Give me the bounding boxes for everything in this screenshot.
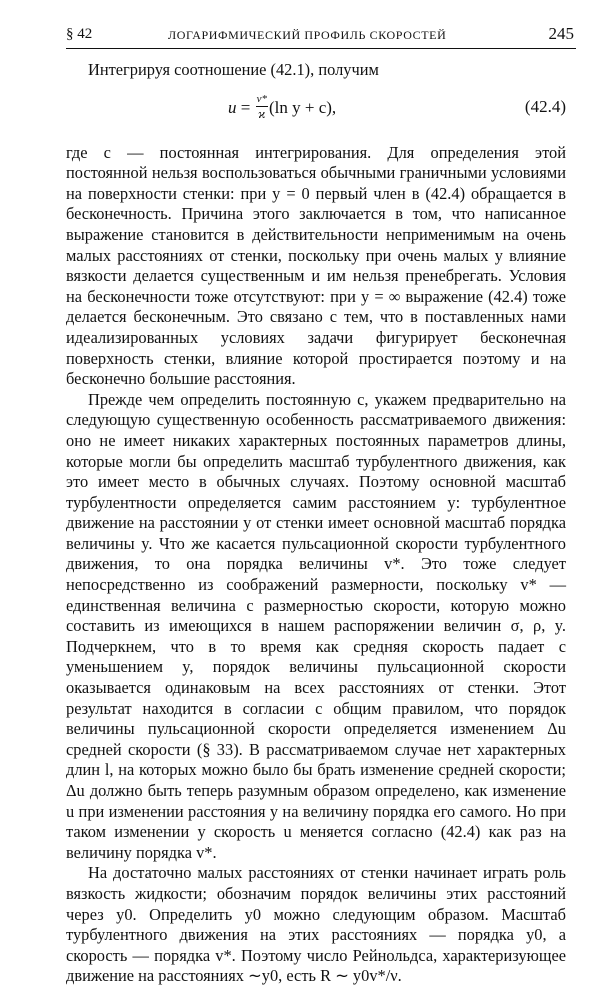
running-head: [66, 22, 574, 46]
equation-42-4: [66, 87, 566, 139]
running-title: ЛОГАРИФМИЧЕСКИЙ ПРОФИЛЬ СКОРОСТЕЙ: [168, 28, 447, 42]
fraction-numerator: v*: [256, 92, 267, 105]
equation-formula: [228, 92, 337, 123]
page-number: 245: [548, 24, 574, 43]
header-rule: [66, 48, 576, 49]
equation-rhs: (ln y + c),: [268, 97, 337, 117]
section-number: § 42: [66, 26, 93, 42]
equation-lhs: u: [228, 97, 237, 117]
equation-number: (42.4): [524, 96, 566, 116]
intro-sentence: Интегрируя соотношение (42.1), получим: [88, 60, 379, 79]
paragraph-3: На достаточно малых расстояниях от стенки начинает играть роль вязкость жидкости; обозначим порядок величины этих расстояний через y0. Определить y0 можно следующим образом. Масштаб турбулентного движения на этих расстояниях — порядка y0, а скорость — порядка v*. Поэтому число Рейнольдса, характеризующее движение на расстояниях ∼y0, есть R ∼ y0v*/ν.: [66, 863, 566, 986]
paragraph-2: Прежде чем определить постоянную c, укажем предварительно на следующую существенную особенность рассматриваемого движения: оно не имеет никаких характерных постоянных параметров длины, которые могли бы определить масштаб турбулентного движения, как это имеет место в обычных случаях. Поэтому основной масштаб турбулентности определяется самим расстоянием y: турбулентное движение на расстоянии y от стенки имеет основной масштаб порядка величины y. Что же касается пульсационной скорости турбулентного движения, то она порядка величины v*. Это тоже следует непосредственно из соображений размерности, поскольку v* — единственная величина с размерностью скорости, которую можно составить из имеющихся в нашем распоряжении величин σ, ρ, y. Подчеркнем, что в то время как средняя скорость падает с уменьшением y, порядок величины пульсационной скорости оказывается одинаковым на всех расстояниях от стенки. Этот результат находится в согласии с общим правилом, что порядок величины пульсационной скорости определяется изменением Δu средней скорости (§ 33). В рассматриваемом случае нет характерных длин l, на которых можно было бы брать изменение средней скорости; Δu должно быть теперь разумным образом определено, как изменение u при изменении расстояния y на величину порядка его самого. Но при таком изменении y скорость u меняется согласно (42.4) как раз на величину порядка v*.: [66, 389, 566, 862]
fraction-denominator: ϰ: [258, 105, 266, 121]
equation-equals: =: [236, 97, 255, 117]
paragraph-1: где c — постоянная интегрирования. Для определения этой постоянной нельзя воспользоваться обычными граничными условиями на поверхности стенки: при y = 0 первый член в (42.4) обращается в бесконечность. Причина этого заключается в том, что написанное выражение становится в действительности неприменимым на очень малых расстояниях от стенки, поскольку при очень малых y влияние вязкости делается существенным и им нельзя пренебрегать. Условия на бесконечности тоже отсутствуют: при y = ∞ выражение (42.4) тоже делается бесконечным. Это связано с тем, что в поставленных нами идеализированных условиях задачи фигурирует бесконечная поверхность стенки, влияние которой простирается поэтому и на бесконечно большие расстояния.: [66, 142, 566, 389]
body-text: [66, 60, 566, 987]
equation-fraction: [256, 93, 268, 121]
